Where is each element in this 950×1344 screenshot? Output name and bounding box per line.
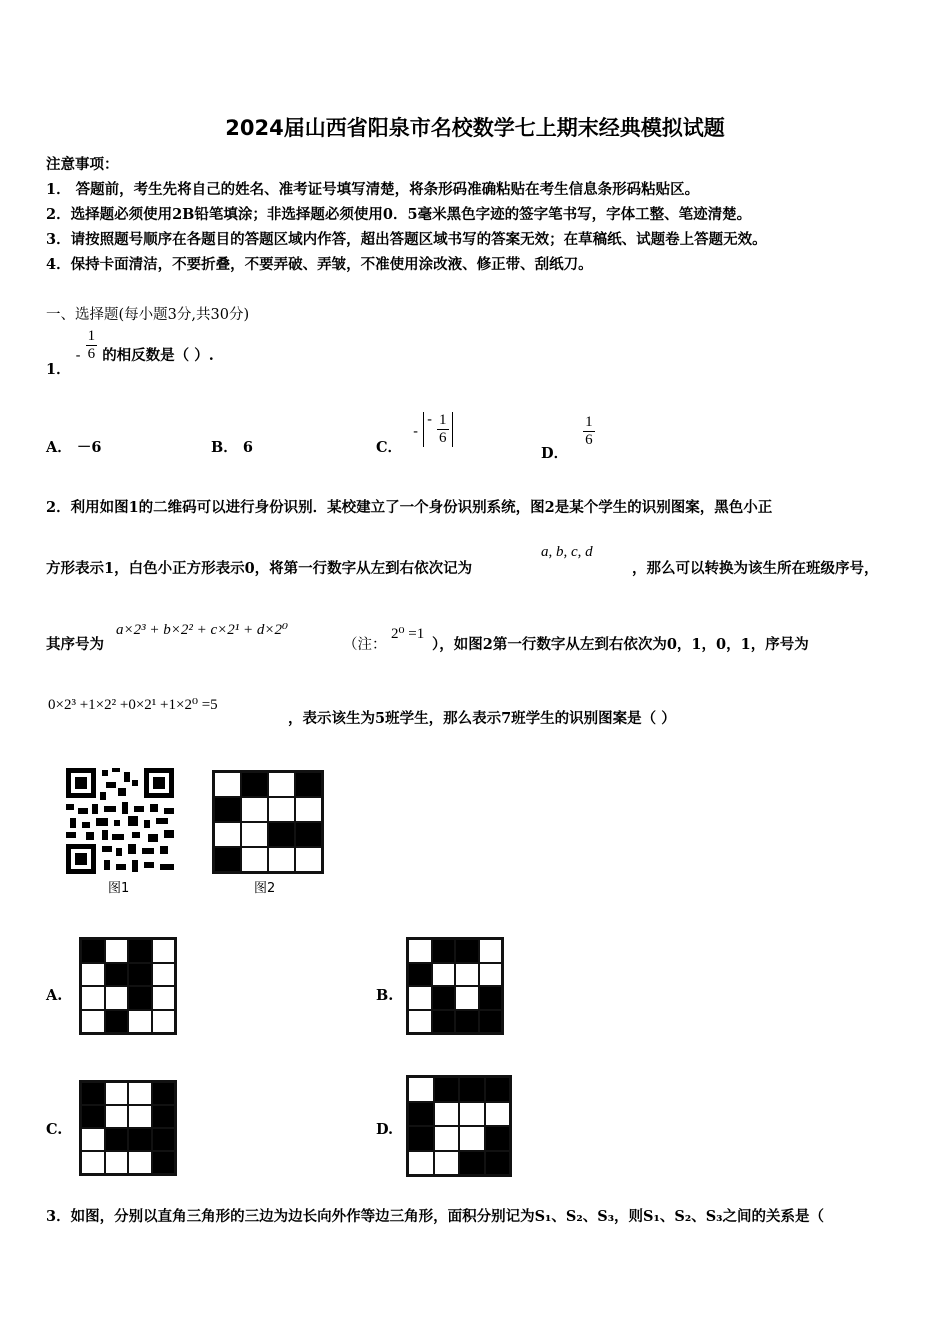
white-cell: [105, 1105, 129, 1128]
white-cell: [128, 1082, 152, 1105]
black-cell: [152, 1082, 176, 1105]
q1-option-a-text: －6: [76, 439, 102, 456]
q1-option-a-label: A．: [46, 439, 72, 456]
question-3: 3．如图，分别以直角三角形的三边为边长向外作等边三角形，面积分别记为S₁、S₂、S₃，则S₁、S₂、S₃之间的关系是（: [46, 1208, 825, 1225]
white-cell: [455, 986, 479, 1010]
q2-option-c-label[interactable]: C.: [46, 1121, 63, 1138]
white-cell: [105, 939, 129, 963]
page-title: 2024届山西省阳泉市名校数学七上期末经典模拟试题: [225, 116, 725, 140]
white-cell: [459, 1126, 485, 1151]
white-cell: [152, 986, 176, 1010]
q2-vars: a, b, c, d: [541, 544, 593, 560]
white-cell: [152, 963, 176, 987]
white-cell: [81, 1010, 105, 1034]
q1-option-a[interactable]: [46, 436, 101, 457]
black-cell: [432, 1010, 456, 1034]
black-cell: [81, 939, 105, 963]
q1-frac-den: 6: [87, 346, 96, 362]
q1-option-d-fraction: [583, 414, 595, 449]
white-cell: [459, 1102, 485, 1127]
q2-option-d-label[interactable]: D.: [376, 1121, 394, 1138]
black-cell: [455, 939, 479, 963]
black-cell: [479, 1010, 503, 1034]
notice-item-4: 4．保持卡面清洁，不要折叠，不要弄破、弄皱，不准使用涂改液、修正带、刮纸刀。: [46, 256, 593, 273]
q2-line-4: ，表示该生为5班学生，那么表示7班学生的识别图案是（ ）: [288, 710, 676, 727]
black-cell: [408, 963, 432, 987]
white-cell: [268, 847, 295, 872]
white-cell: [152, 1010, 176, 1034]
white-cell: [128, 1105, 152, 1128]
figure-2-grid: [212, 770, 324, 874]
q2-option-a-grid[interactable]: [79, 937, 177, 1035]
white-cell: [408, 1151, 434, 1176]
q2-formula-1: a×2³ + b×2² + c×2¹ + d×2⁰: [116, 622, 289, 638]
q1-option-d[interactable]: [541, 414, 595, 462]
white-cell: [81, 1151, 105, 1174]
white-cell: [128, 1151, 152, 1174]
white-cell: [434, 1126, 460, 1151]
q2-option-a-label[interactable]: A.: [46, 987, 63, 1004]
q1-option-c-fraction: [437, 412, 449, 447]
q1-option-d-label: D．: [541, 444, 569, 462]
q1-option-c-inner-minus: -: [427, 411, 432, 428]
q1-number: 1．: [46, 360, 71, 378]
white-cell: [241, 797, 268, 822]
black-cell: [459, 1151, 485, 1176]
notice-item-3: 3．请按照题号顺序在各题目的答题区域内作答，超出答题区域书写的答案无效；在草稿纸、试题卷上答题无效。: [46, 231, 767, 248]
white-cell: [241, 847, 268, 872]
black-cell: [152, 1128, 176, 1151]
q1-option-c-den: 6: [439, 430, 447, 446]
q1-option-b[interactable]: [211, 436, 253, 457]
figure-1-caption: 图1: [108, 881, 130, 896]
q1-option-c[interactable]: [376, 411, 453, 456]
black-cell: [128, 986, 152, 1010]
black-cell: [485, 1151, 511, 1176]
black-cell: [152, 1105, 176, 1128]
q2-line-1: 2．利用如图1的二维码可以进行身份识别．某校建立了一个身份识别系统，图2是某个学生的识别图案，黑色小正: [46, 499, 773, 516]
white-cell: [485, 1102, 511, 1127]
q2-line-2b: ，那么可以转换为该生所在班级序号，: [632, 560, 879, 577]
qr-code-figure: [66, 768, 174, 874]
q2-option-c-grid[interactable]: [79, 1080, 177, 1176]
white-cell: [408, 1010, 432, 1034]
white-cell: [434, 1102, 460, 1127]
q2-line-2a: 方形表示1，白色小正方形表示0，将第一行数字从左到右依次记为: [46, 560, 473, 577]
q2-option-d-grid[interactable]: [406, 1075, 512, 1177]
black-cell: [455, 1010, 479, 1034]
q1-option-c-num: 1: [439, 412, 447, 428]
q2-formula-2: 0×2³ +1×2² +0×2¹ +1×2⁰ =5: [48, 697, 218, 713]
white-cell: [295, 797, 322, 822]
q2-line-3a: 其序号为: [46, 636, 104, 653]
q1-option-c-abs: [423, 412, 452, 447]
white-cell: [81, 963, 105, 987]
black-cell: [408, 1102, 434, 1127]
q1-option-c-minus: -: [413, 424, 419, 440]
black-cell: [432, 986, 456, 1010]
black-cell: [128, 963, 152, 987]
white-cell: [295, 847, 322, 872]
black-cell: [105, 1128, 129, 1151]
q1-text: 的相反数是（ ）.: [102, 346, 214, 364]
white-cell: [128, 1010, 152, 1034]
black-cell: [295, 822, 322, 847]
black-cell: [295, 772, 322, 797]
q1-frac-num: 1: [87, 328, 96, 344]
black-cell: [128, 939, 152, 963]
black-cell: [81, 1082, 105, 1105]
black-cell: [241, 772, 268, 797]
q1-minus: -: [75, 347, 81, 364]
question-1: [46, 328, 214, 378]
white-cell: [81, 986, 105, 1010]
figure-2-caption: 图2: [254, 881, 276, 896]
black-cell: [128, 1128, 152, 1151]
white-cell: [105, 1082, 129, 1105]
q2-line-3b: ），如图2第一行数字从左到右依次为0，1，0，1，序号为: [432, 636, 809, 653]
white-cell: [105, 1151, 129, 1174]
white-cell: [268, 797, 295, 822]
black-cell: [485, 1126, 511, 1151]
white-cell: [408, 1077, 434, 1102]
notice-heading: 注意事项：: [46, 156, 119, 173]
q1-option-d-num: 1: [585, 414, 593, 430]
black-cell: [214, 797, 241, 822]
black-cell: [105, 963, 129, 987]
black-cell: [459, 1077, 485, 1102]
black-cell: [81, 1105, 105, 1128]
black-cell: [434, 1077, 460, 1102]
q2-note-formula: 2⁰ =1: [391, 626, 425, 642]
white-cell: [268, 772, 295, 797]
q1-option-d-den: 6: [585, 432, 593, 448]
notice-item-2: 2．选择题必须使用2B铅笔填涂；非选择题必须使用0．5毫米黑色字迹的签字笔书写，字体工整、笔迹清楚。: [46, 206, 752, 223]
white-cell: [214, 772, 241, 797]
black-cell: [408, 1126, 434, 1151]
black-cell: [105, 1010, 129, 1034]
q2-option-b-grid[interactable]: [406, 937, 504, 1035]
q1-option-b-label: B．: [211, 439, 238, 456]
q1-option-c-label: C．: [376, 439, 403, 456]
white-cell: [479, 963, 503, 987]
white-cell: [479, 939, 503, 963]
black-cell: [485, 1077, 511, 1102]
q1-option-b-text: 6: [242, 439, 253, 456]
white-cell: [105, 986, 129, 1010]
white-cell: [434, 1151, 460, 1176]
white-cell: [432, 963, 456, 987]
white-cell: [408, 939, 432, 963]
notice-item-1: 1． 答题前，考生先将自己的姓名、准考证号填写清楚，将条形码准确粘贴在考生信息条形码粘贴区。: [46, 181, 700, 198]
q2-note-open: （注：: [343, 637, 387, 653]
black-cell: [479, 986, 503, 1010]
white-cell: [408, 986, 432, 1010]
white-cell: [81, 1128, 105, 1151]
black-cell: [432, 939, 456, 963]
black-cell: [152, 1151, 176, 1174]
black-cell: [214, 847, 241, 872]
white-cell: [455, 963, 479, 987]
section-heading: 一、选择题(每小题3分,共30分): [46, 307, 250, 323]
white-cell: [241, 822, 268, 847]
white-cell: [214, 822, 241, 847]
black-cell: [268, 822, 295, 847]
q2-option-b-label[interactable]: B.: [376, 987, 394, 1004]
q1-fraction: [86, 328, 98, 363]
white-cell: [152, 939, 176, 963]
